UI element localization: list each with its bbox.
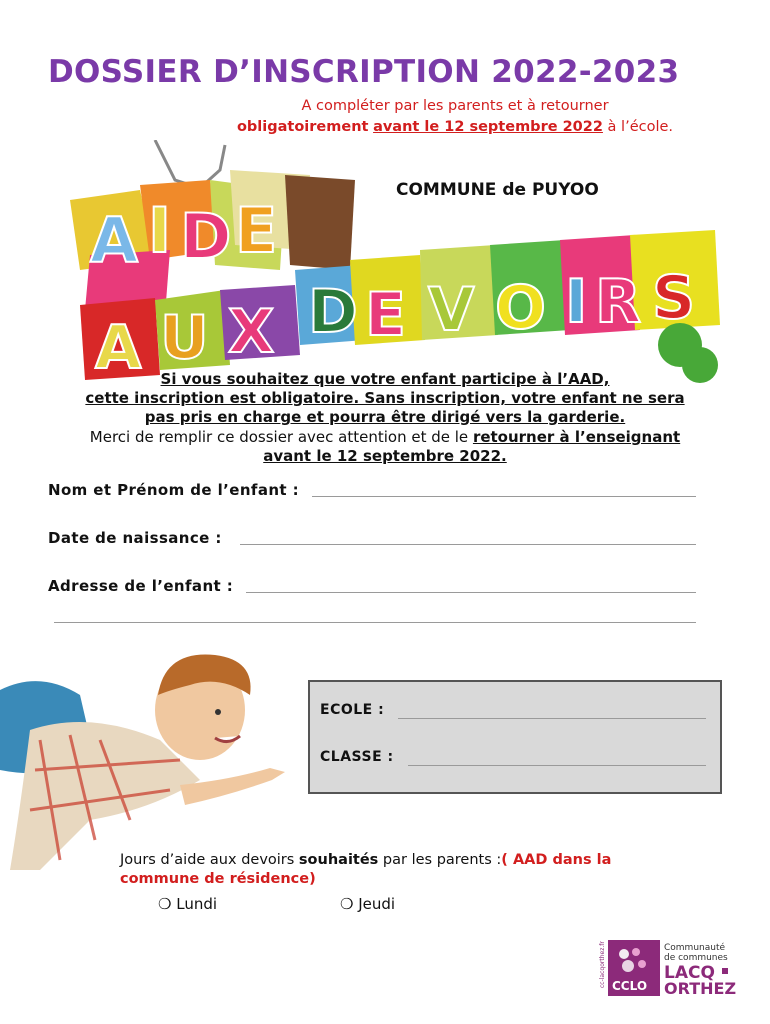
- banner-letter-u: U: [160, 303, 209, 373]
- notice-line-1: Si vous souhaitez que votre enfant participe à l’AAD,: [160, 370, 610, 388]
- aide-aux-devoirs-banner: [60, 140, 740, 400]
- merci-deadline: avant le 12 septembre 2022.: [263, 447, 507, 465]
- deadline-text: avant le 12 septembre 2022: [373, 119, 603, 135]
- notice-line-3: pas pris en charge et pourra être dirigé vers la garderie.: [144, 408, 626, 426]
- banner-letter-i: I: [148, 194, 172, 267]
- jours-text-c: par les parents :: [378, 852, 502, 868]
- adresse-label: Adresse de l’enfant :: [48, 577, 234, 595]
- banner-letter-a2: A: [95, 313, 142, 383]
- banner-letter-a1: A: [90, 204, 138, 277]
- option-lundi-label: Lundi: [176, 895, 218, 913]
- school-text: à l’école.: [602, 119, 674, 135]
- jours-residence: ( AAD dans la commune de résidence): [120, 852, 612, 887]
- banner-letter-e2: E: [365, 280, 406, 350]
- adresse-input-line-2[interactable]: [54, 622, 696, 623]
- commune-name: COMMUNE de PUYOO: [396, 180, 599, 200]
- nom-input-line[interactable]: [312, 496, 696, 497]
- nom-label: Nom et Prénom de l’enfant :: [48, 481, 300, 499]
- cclo-logo: [598, 940, 738, 996]
- radio-circle-icon[interactable]: ❍: [158, 895, 172, 913]
- banner-letter-s: S: [652, 263, 696, 333]
- banner-letter-d1: D: [180, 200, 232, 273]
- adresse-input-line[interactable]: [246, 592, 696, 593]
- instruction-line-1: A compléter par les parents et à retourner: [301, 98, 609, 114]
- jours-souhaites: souhaités: [298, 852, 379, 868]
- banner-letter-o: O: [495, 273, 547, 343]
- banner-letter-x: X: [228, 297, 275, 367]
- classe-input-line[interactable]: [408, 765, 706, 766]
- notice-line-2: cette inscription est obligatoire. Sans inscription, votre enfant ne sera: [85, 389, 685, 407]
- logo-text-1: Communauté: [664, 943, 726, 953]
- banner-letter-d2: D: [308, 277, 358, 347]
- option-jeudi-label: Jeudi: [358, 895, 396, 913]
- child-illustration: [0, 640, 300, 870]
- banner-letter-i2: I: [565, 267, 588, 337]
- merci-line: [40, 428, 730, 447]
- page-title: DOSSIER D’INSCRIPTION 2022-2023: [48, 54, 680, 90]
- option-jeudi[interactable]: [340, 895, 395, 913]
- banner-letter-e1: E: [235, 194, 278, 267]
- option-lundi[interactable]: [158, 895, 217, 913]
- logo-text-2: de communes: [664, 953, 728, 963]
- banner-letter-v: V: [428, 275, 475, 345]
- jours-text-a: Jours d’aide aux devoirs: [120, 852, 299, 868]
- logo-abbr: CCLO: [612, 979, 648, 993]
- naissance-input-line[interactable]: [240, 544, 696, 545]
- logo-text-4: ORTHEZ: [664, 979, 737, 996]
- merci-deadline-line: [40, 447, 730, 466]
- instruction-line-2: [0, 119, 770, 135]
- naissance-label: Date de naissance :: [48, 529, 222, 547]
- classe-label: CLASSE :: [320, 749, 394, 765]
- ecole-input-line[interactable]: [398, 718, 706, 719]
- jours-text: [120, 851, 680, 889]
- obligatoirement-text: obligatoirement: [236, 119, 369, 135]
- retourner-text: retourner à l’enseignant: [472, 428, 681, 446]
- ecole-classe-box: [308, 680, 722, 794]
- logo-url: cc-lacqorthez.fr: [599, 941, 606, 988]
- merci-text: Merci de remplir ce dossier avec attention et de le: [89, 428, 473, 446]
- banner-letter-r: R: [595, 267, 642, 337]
- logo-text-3: LACQ: [664, 963, 715, 983]
- ecole-label: ECOLE :: [320, 702, 385, 718]
- radio-circle-icon[interactable]: ❍: [340, 895, 354, 913]
